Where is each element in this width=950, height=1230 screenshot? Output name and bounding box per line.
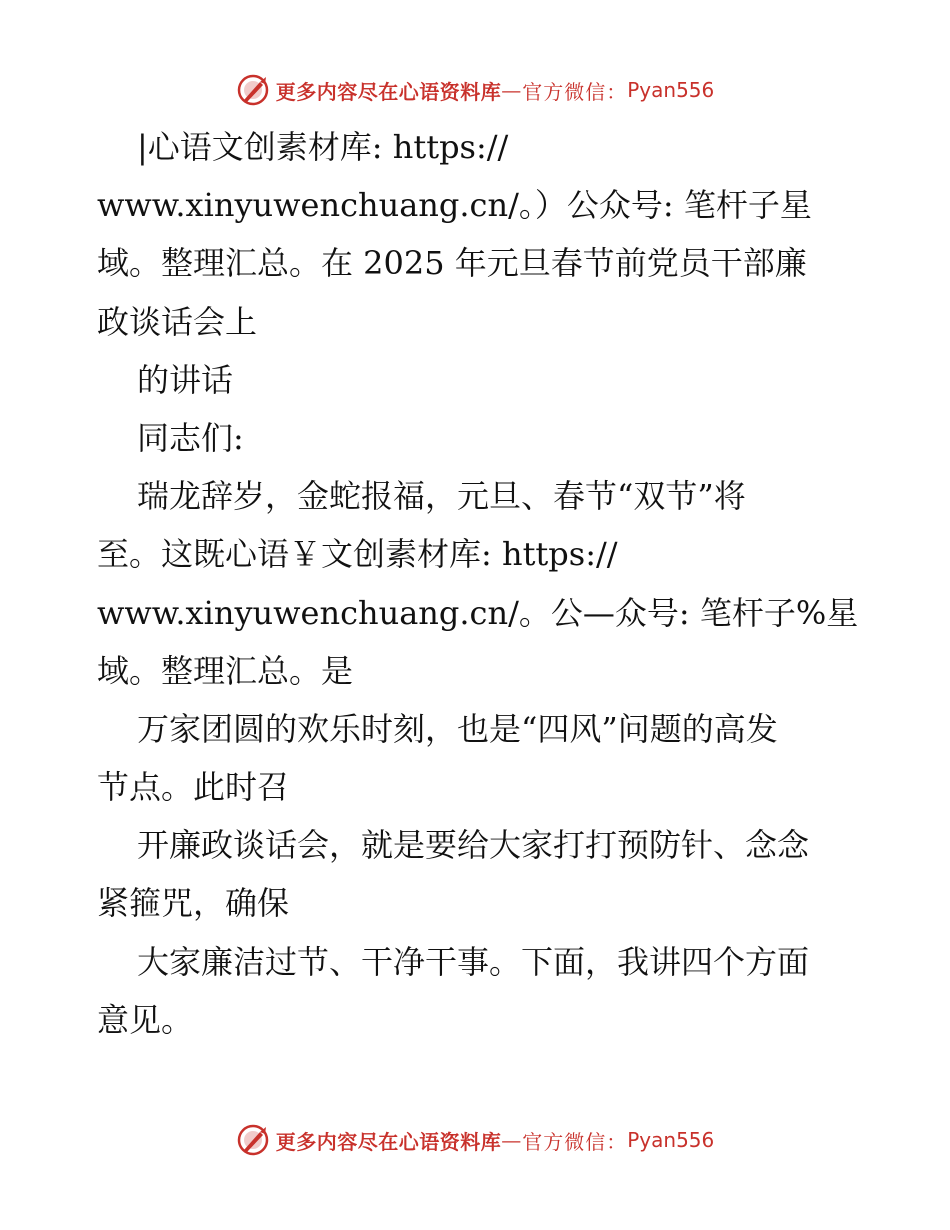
banner-wechat-id: Pyan556 xyxy=(627,78,715,102)
body-line: www.xinyuwenchuang.cn/。）公众号: 笔杆子星 xyxy=(97,186,812,225)
body-line: 紧箍咒，确保 xyxy=(97,884,290,923)
body-line: 域。整理汇总。是 xyxy=(97,651,354,690)
body-line: 开廉政谈话会，就是要给大家打打预防针、念念 xyxy=(137,826,810,865)
body-line: 政谈话会上 xyxy=(97,302,258,341)
body-line: 瑞龙辞岁，金蛇报福，元旦、春节“双节”将 xyxy=(137,477,746,516)
body-line: 域。整理汇总。在 2025 年元旦春节前党员干部廉 xyxy=(97,244,807,283)
banner-secondary-text: 官方微信： xyxy=(522,1129,628,1154)
banner-wechat-id: Pyan556 xyxy=(627,1128,715,1152)
banner-dash: — xyxy=(501,1128,523,1152)
body-line: |心语文创素材库: https:// xyxy=(137,128,509,166)
body-line: 节点。此时召 xyxy=(97,768,290,807)
body-line: 同志们: xyxy=(137,418,244,457)
banner-dash: — xyxy=(501,78,523,102)
body-line: 万家团圆的欢乐时刻，也是“四风”问题的高发 xyxy=(137,709,778,748)
body-line: 意见。 xyxy=(97,1000,194,1039)
banner-primary-text: 更多内容尽在心语资料库 xyxy=(275,1129,502,1154)
footer-banner xyxy=(0,1120,950,1160)
banner-secondary-text: 官方微信： xyxy=(522,79,628,104)
header-banner xyxy=(0,70,950,110)
quill-logo-icon xyxy=(236,73,270,107)
document-body xyxy=(97,118,857,1049)
body-line: 的讲话 xyxy=(137,360,234,399)
body-line: 至。这既心语￥文创素材库: https:// xyxy=(97,535,618,574)
body-line: 大家廉洁过节、干净干事。下面，我讲四个方面 xyxy=(137,942,810,981)
quill-logo-icon xyxy=(236,1123,270,1157)
body-line: www.xinyuwenchuang.cn/。公—众号: 笔杆子%星 xyxy=(97,593,859,632)
banner-primary-text: 更多内容尽在心语资料库 xyxy=(275,79,502,104)
